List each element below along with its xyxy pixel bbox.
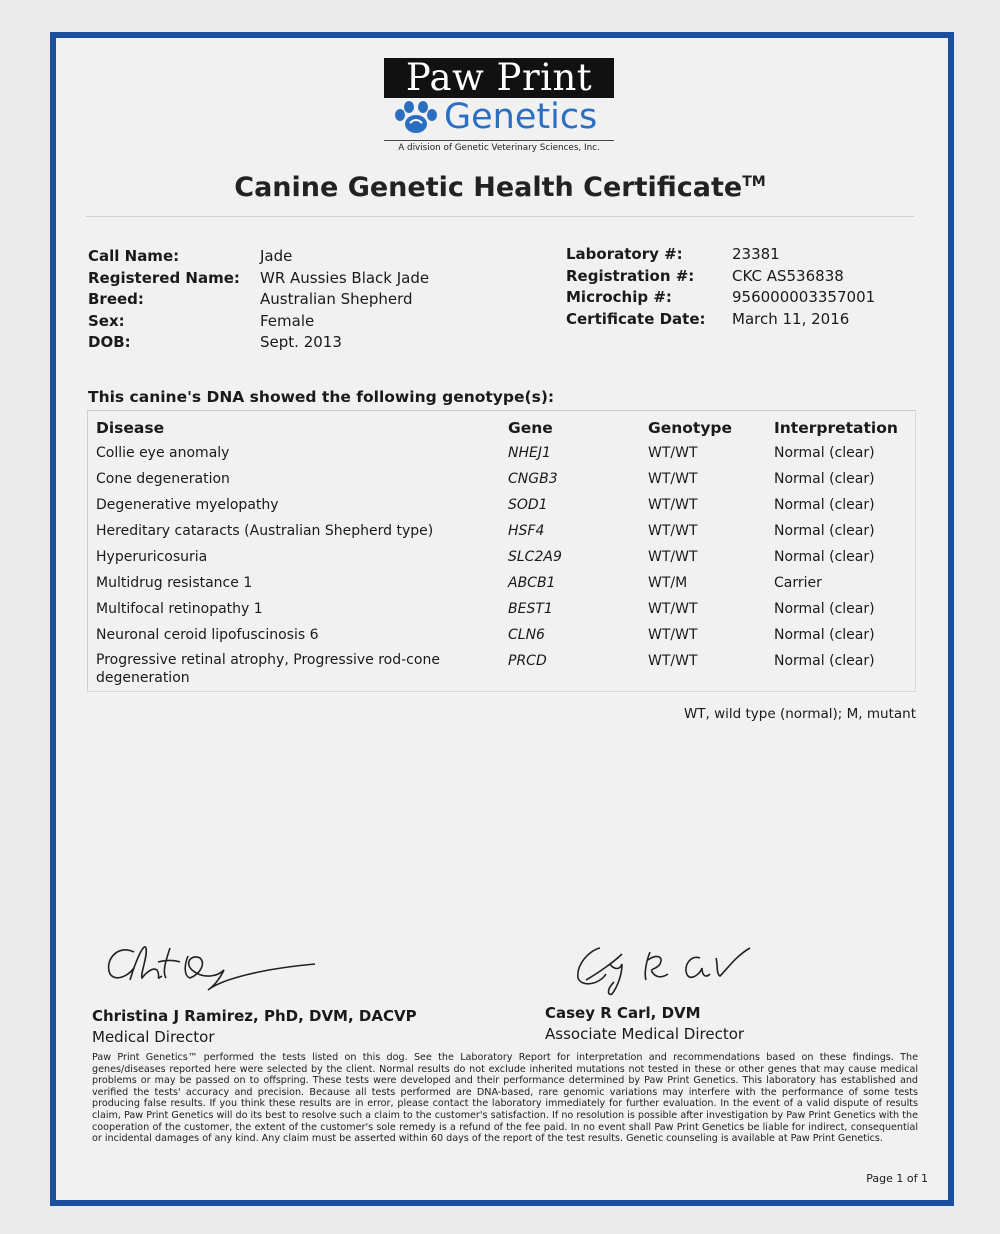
signer-right (545, 1003, 744, 1045)
disease-cell: Hyperuricosuria (96, 549, 208, 565)
header-genotype: Genotype (648, 419, 733, 437)
dog-info-row (88, 246, 429, 268)
info-value: Australian Shepherd (260, 290, 413, 308)
table-row (88, 544, 916, 570)
logo-division-text: A division of Genetic Veterinary Sciences, Inc. (384, 140, 614, 153)
dog-info (88, 246, 429, 354)
trademark-mark: TM (742, 174, 766, 190)
gene-cell: BEST1 (508, 601, 553, 617)
signer-left-name: Christina J Ramirez, PhD, DVM, DACVP (92, 1007, 417, 1025)
gene-cell: CLN6 (508, 627, 545, 643)
gene-cell: CNGB3 (508, 471, 558, 487)
info-value: CKC AS536838 (732, 266, 844, 285)
interpretation-cell: Normal (clear) (774, 653, 875, 669)
dog-info-row (88, 311, 429, 333)
disease-cell: Collie eye anomaly (96, 445, 230, 461)
certificate-title (0, 172, 1000, 203)
lab-info-row (566, 309, 875, 331)
info-value: Sept. 2013 (260, 333, 342, 351)
signer-left-role: Medical Director (92, 1028, 215, 1046)
page-number: Page 1 of 1 (866, 1172, 928, 1185)
disclaimer-text: Paw Print Genetics™ performed the tests listed on this dog. See the Laboratory Report for interpretation and recommendations based on these findings. The genes/diseases reported here were selected by the client. Normal results do not exclude inherited mutations not tested in these or other genes that may cause medical problems or may be passed on to offspring. These tests were developed and their performance determined by Paw Print Genetics. This laboratory has established and verified the tests' accuracy and precision. Because all tests performed are DNA-based, rare genomic variations may interfere with the performance of some tests producing false results. If you think these results are in error, please contact the laboratory immediately for further evaluation. In the event of a valid dispute of results claim, Paw Print Genetics will do its best to resolve such a claim to the customer's satisfaction. If no resolution is possible after investigation by Paw Print Genetics with the cooperation of the customer, the extent of the customer's sole remedy is a refund of the fee paid. In no event shall Paw Print Genetics be liable for indirect, consequential or incidental damages of any kind. Any claim must be asserted within 60 days of the report of the test results. Genetic counseling is available at Paw Print Genetics. (92, 1052, 918, 1145)
table-row (88, 492, 916, 518)
interpretation-cell: Normal (clear) (774, 523, 875, 539)
logo-line1: Paw Print (384, 58, 614, 98)
header-gene: Gene (508, 419, 553, 437)
info-value: Female (260, 311, 315, 330)
interpretation-cell: Normal (clear) (774, 549, 875, 565)
genotype-table (87, 410, 916, 692)
gene-cell: SOD1 (508, 497, 548, 513)
disease-cell: Progressive retinal atrophy, Progressive rod-cone degeneration (96, 652, 440, 686)
genotype-cell: WT/WT (648, 523, 698, 539)
lab-info-row (566, 287, 875, 309)
disease-cell: Cone degeneration (96, 471, 230, 487)
info-label: Call Name: (88, 247, 180, 265)
title-text: Canine Genetic Health Certificate (234, 172, 743, 203)
info-value: WR Aussies Black Jade (260, 268, 430, 287)
interpretation-cell: Normal (clear) (774, 627, 875, 643)
lab-info-row (566, 244, 875, 266)
genotype-heading: This canine's DNA showed the following genotype(s): (88, 388, 555, 406)
info-label: Certificate Date: (566, 309, 706, 328)
table-row (88, 466, 916, 492)
info-label: Laboratory #: (566, 245, 683, 263)
dog-info-row (88, 289, 429, 311)
interpretation-cell: Normal (clear) (774, 601, 875, 617)
info-label: Registration #: (566, 266, 695, 285)
signer-right-role: Associate Medical Director (545, 1025, 745, 1043)
disease-cell: Neuronal ceroid lipofuscinosis 6 (96, 627, 319, 643)
gene-cell: NHEJ1 (508, 445, 551, 461)
company-logo (384, 58, 614, 156)
dog-info-row (88, 268, 429, 290)
table-row (88, 570, 916, 596)
interpretation-cell: Carrier (774, 575, 822, 591)
signer-right-name: Casey R Carl, DVM (545, 1004, 701, 1022)
interpretation-cell: Normal (clear) (774, 497, 875, 513)
info-value: 956000003357001 (732, 288, 876, 306)
genotype-cell: WT/WT (648, 627, 698, 643)
genotype-cell: WT/M (648, 575, 688, 591)
gene-cell: HSF4 (508, 523, 545, 539)
genotype-cell: WT/WT (648, 445, 698, 461)
genotype-cell: WT/WT (648, 653, 698, 669)
info-label: Microchip #: (566, 288, 672, 306)
header-interpretation: Interpretation (774, 419, 898, 437)
genotype-legend: WT, wild type (normal); M, mutant (683, 706, 916, 722)
logo-line2: Genetics (444, 97, 598, 137)
table-row (88, 648, 916, 692)
disease-cell: Hereditary cataracts (Australian Shepherd type) (96, 523, 434, 539)
lab-info-row (566, 266, 875, 288)
interpretation-cell: Normal (clear) (774, 471, 875, 487)
disease-cell: Multidrug resistance 1 (96, 575, 253, 591)
title-divider (86, 216, 914, 217)
disease-cell: Degenerative myelopathy (96, 497, 279, 513)
info-label: Sex: (88, 311, 125, 330)
signer-left (92, 1006, 417, 1048)
genotype-cell: WT/WT (648, 549, 698, 565)
table-row (88, 518, 916, 544)
disease-cell: Multifocal retinopathy 1 (96, 601, 263, 617)
info-label: Registered Name: (88, 268, 240, 287)
paw-print-icon (386, 98, 446, 138)
gene-cell: ABCB1 (508, 575, 556, 591)
info-label: Breed: (88, 290, 144, 308)
table-header-row (88, 411, 916, 441)
lab-info (566, 244, 875, 330)
table-row (88, 622, 916, 648)
info-value: Jade (260, 247, 293, 265)
dog-info-row (88, 332, 429, 354)
genotype-cell: WT/WT (648, 497, 698, 513)
gene-cell: PRCD (508, 653, 547, 669)
gene-cell: SLC2A9 (508, 549, 562, 565)
logo-lower (384, 98, 614, 138)
interpretation-cell: Normal (clear) (774, 445, 875, 461)
signature-left (100, 930, 330, 1000)
header-disease: Disease (96, 419, 165, 437)
genotype-cell: WT/WT (648, 601, 698, 617)
genotype-cell: WT/WT (648, 471, 698, 487)
info-value: 23381 (732, 245, 780, 263)
info-value: March 11, 2016 (732, 309, 850, 328)
info-label: DOB: (88, 333, 131, 351)
table-row (88, 440, 916, 466)
signature-right (560, 934, 760, 998)
table-row (88, 596, 916, 622)
